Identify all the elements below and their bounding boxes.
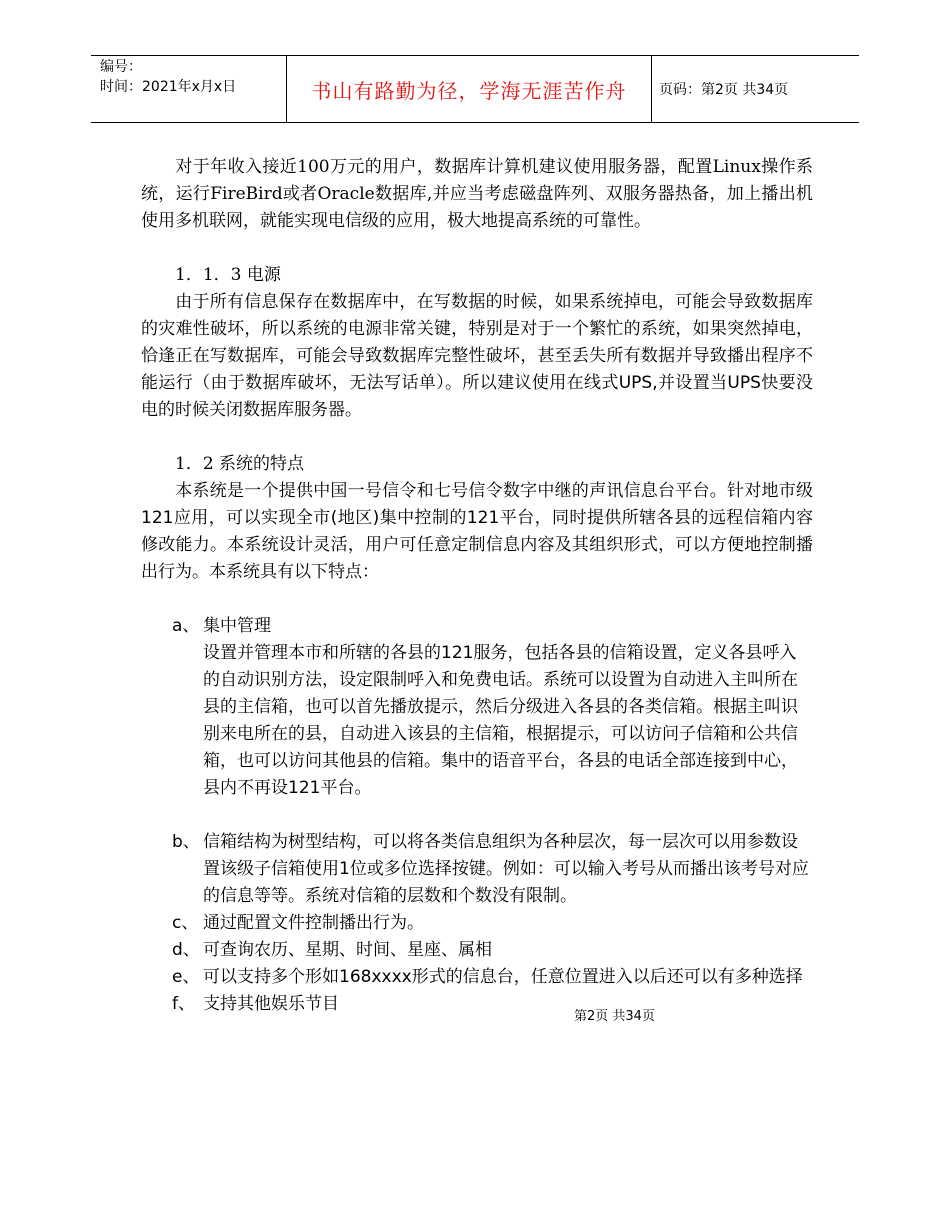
header-divider bbox=[651, 56, 652, 122]
number-label: 编号： bbox=[100, 59, 142, 75]
list-marker: b、 bbox=[172, 832, 200, 852]
paragraph bbox=[141, 289, 813, 424]
list-item bbox=[141, 613, 813, 640]
list-marker: a、 bbox=[172, 616, 200, 636]
section-heading: 1．1．3 电源 bbox=[175, 265, 281, 285]
time-label: 时间：2021年x月x日 bbox=[100, 79, 237, 95]
list-marker: d、 bbox=[172, 940, 200, 960]
section-heading: 1．2 系统的特点 bbox=[175, 454, 305, 474]
list-marker: c、 bbox=[172, 913, 199, 933]
paragraph-text: 本系统是一个提供中国一号信令和七号信令数字中继的声讯信息台平台。针对地市级121应用，可以实现全市(地区)集中控制的121平台，同时提供所辖各县的远程信箱内容修改能力。本系统设计灵活，用户可任意定制信息内容及其组织形式，可以方便地控制播出行为。本系统具有以下特点： bbox=[141, 481, 813, 582]
motto: 书山有路勤为径，学海无涯苦作舟 bbox=[311, 79, 627, 103]
list-item-text: 可查询农历、星期、时间、星座、属相 bbox=[203, 940, 492, 960]
list-item bbox=[141, 964, 813, 991]
page-header bbox=[91, 55, 859, 123]
paragraph bbox=[141, 478, 813, 586]
list-item-text: 支持其他娱乐节目 bbox=[203, 994, 339, 1014]
list-item bbox=[141, 829, 813, 910]
paragraph-text: 由于所有信息保存在数据库中，在写数据的时候，如果系统掉电，可能会导致数据库的灾难性破坏，所以系统的电源非常关键，特别是对于一个繁忙的系统，如果突然掉电，恰逢正在写数据库，可能会导致数据库完整性破坏，甚至丢失所有数据并导致播出程序不能运行（由于数据库破坏，无法写话单）。所以建议使用在线式UPS,并设置当UPS快要没电的时候关闭数据库服务器。 bbox=[141, 292, 813, 420]
list-item bbox=[141, 937, 813, 964]
list-marker: e、 bbox=[172, 967, 200, 987]
header-info bbox=[100, 57, 236, 97]
list-item-detail-text: 设置并管理本市和所辖的各县的121服务，包括各县的信箱设置，定义各县呼入的自动识别方法，设定限制呼入和免费电话。系统可以设置为自动进入主叫所在县的主信箱，也可以首先播放提示，然后分级进入各县的各类信箱。根据主叫识别来电所在的县，自动进入该县的主信箱，根据提示，可以访问子信箱和公共信箱，也可以访问其他县的信箱。集中的语音平台，各县的电话全部连接到中心，县内不再设121平台。 bbox=[203, 643, 798, 798]
document-body bbox=[141, 154, 813, 1018]
page-footer: 第2页 共34页 bbox=[574, 1009, 655, 1024]
paragraph-text: 对于年收入接近100万元的用户，数据库计算机建议使用服务器，配置Linux操作系统，运行FireBird或者Oracle数据库,并应当考虑磁盘阵列、双服务器热备，加上播出机使用多机联网，就能实现电信级的应用，极大地提高系统的可靠性。 bbox=[141, 157, 813, 231]
list-item-text: 通过配置文件控制播出行为。 bbox=[203, 913, 424, 933]
list-item-text: 信箱结构为树型结构，可以将各类信息组织为各种层次，每一层次可以用参数设置该级子信箱使用1位或多位选择按键。例如：可以输入考号从而播出该考号对应的信息等等。系统对信箱的层数和个数没有限制。 bbox=[203, 832, 809, 906]
list-item-detail bbox=[141, 640, 813, 802]
list-item-text: 可以支持多个形如168xxxx形式的信息台，任意位置进入以后还可以有多种选择 bbox=[203, 967, 803, 987]
list-marker: f、 bbox=[172, 994, 195, 1014]
paragraph bbox=[141, 154, 813, 235]
list-item bbox=[141, 910, 813, 937]
page-number-label: 页码：第2页 共34页 bbox=[659, 82, 789, 98]
list-item bbox=[141, 991, 813, 1018]
list-item-text: 集中管理 bbox=[203, 616, 271, 636]
